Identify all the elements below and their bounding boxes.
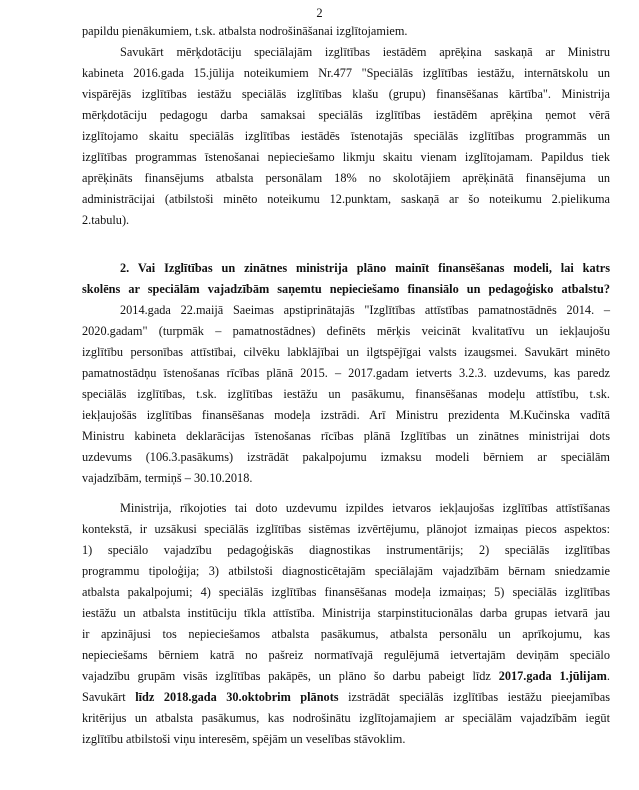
text-line: pamatnostādņu īstenošanas rīcības plānā 2015. – 2017.gadam ietverts 3.2.3. uzdevums, kas paredz: [82, 366, 610, 380]
text-line: 1) speciālo vajadzību pedagoģiskās diagnostikas instrumentārijs; 2) speciālās izglītības: [82, 543, 610, 557]
text-line: 2014.gada 22.maijā Saeimas apstiprinātajās "Izglītības attīstības pamatnostādnēs 2014. –: [120, 303, 610, 317]
question-heading: [82, 258, 610, 300]
text-line: izglītību atbilstoši viņu interesēm, spējām un veselības stāvoklim.: [82, 732, 406, 746]
text-line: uzdevums (106.3.pasākums) izstrādāt pakalpojumu izmaksu modeli bērniem ar speciālām: [82, 450, 610, 464]
text-line: iestāžu un atbalsta institūciju tīkla attīstība. Ministrija starpinstitucionālas darba grupas ietvarā jau: [82, 606, 610, 620]
text-line: vajadzību grupām visās izglītības pakāpēs, un plāno šo darbu pabeigt līdz 2017.gada 1.jūlijam.: [82, 669, 610, 683]
text-line: aprēķināts finansējums atbalsta personālam 18% no skolotājiem aprēķinātā finansējuma un: [82, 171, 610, 185]
document-body: [82, 21, 610, 750]
paragraph-2: [82, 42, 610, 231]
text-line: 2.tabulu).: [82, 213, 130, 227]
page-number: 2: [316, 6, 323, 20]
text-line: izglītības programmas īstenošanai nepieciešamo likmju skaitu vienam izglītojamam. Papildus tiek: [82, 150, 610, 164]
text-line: Savukārt mērķdotāciju speciālajām izglītības iestādēm aprēķina saskaņā ar Ministru: [120, 45, 610, 59]
text-line: vispārējās izglītības iestāžu speciālās izglītības klašu (grupu) finansēšanas kārtība". Ministrija: [82, 87, 610, 101]
text-line: papildu pienākumiem, t.sk. atbalsta nodrošināšanai izglītojamiem.: [82, 24, 408, 38]
text-line: vajadzībām, termiņš – 30.10.2018.: [82, 471, 253, 485]
deadline-highlight: līdz 2018.gada 30.oktobrim plānots: [135, 690, 339, 704]
text-line: Ministru kabineta deklarācijas īstenošanas rīcības plānā Izglītības un zinātnes ministrijai dots: [82, 429, 610, 443]
text-line: izglītojamo skaitu speciālās izglītības iestādēs īstenotajās speciālās izglītības programmās un: [82, 129, 610, 143]
text-line: atbalsta pakalpojumi; 4) speciālās izglītības finansēšanas modeļa izmaiņas; 5) speciālās izglītības: [82, 585, 610, 599]
text-line: 2020.gadam" (turpmāk – pamatnostādnes) definēts mērķis veicināt kvalitatīvu un iekļaujošu: [82, 324, 610, 338]
text-line: programmu tipoloģija; 3) atbilstoši diagnosticētajām speciālajām vajadzībām bērnam sniedzamie: [82, 564, 610, 578]
text-line: Savukārt līdz 2018.gada 30.oktobrim plānots izstrādāt speciālās izglītības iestāžu pieejamības: [82, 690, 610, 704]
text-line: 2. Vai Izglītības un zinātnes ministrija plāno mainīt finansēšanas modeli, lai katrs: [120, 261, 610, 275]
paragraph-1: [82, 21, 610, 42]
text-line: iekļaujošās izglītības finansēšanas modeļa izstrādi. Arī Ministru prezidenta M.Kučinska vadītā: [82, 408, 610, 422]
text-line: administrācijai (atbilstoši minēto noteikumu 12.punktam, saskaņā ar šo noteikumu 2.pielikuma: [82, 192, 610, 206]
text-line: skolēns ar speciālām vajadzībām saņemtu nepieciešamo finansiālo un pedagoģisko atbalstu?: [82, 282, 610, 296]
text-line: Ministrija, rīkojoties tai doto uzdevumu izpildes ietvaros iekļaujošas izglītības attīstīšanas: [120, 501, 610, 515]
text-line: mērķdotāciju pedagogu darba samaksai speciālās izglītības iestādēm aprēķina ņemot vērā: [82, 108, 610, 122]
paragraph-4: [82, 498, 610, 750]
paragraph-3: [82, 300, 610, 489]
text-line: speciālās izglītības, t.sk. izglītības iestāžu un pasākumu, finansēšanas modeļu attīstību, t.sk.: [82, 387, 610, 401]
text-line: nepieciešams bērniem katrā no pašreiz normatīvajā regulējumā ietvertajām deviņām speciālo: [82, 648, 610, 662]
text-line: izglītību personības attīstībai, cilvēku labklājībai un ilgtspējīgai valsts izaugsmei. Savukārt minēto: [82, 345, 610, 359]
text-line: kontekstā, ir uzsākusi speciālās izglītības sistēmas izvērtējumu, plānojot izmaiņas piecos aspektos:: [82, 522, 610, 536]
deadline-highlight: 2017.gada 1.jūlijam: [498, 669, 607, 683]
text-line: ir apzinājusi tos nepieciešamos atbalsta pasākumus, atbalsta personālu un aprīkojumu, kas: [82, 627, 610, 641]
text-line: kritērijus un atbalsta pasākumus, kas nodrošinātu izglītojamajiem ar speciālām vajadzībām iegūt: [82, 711, 610, 725]
text-line: kabineta 2016.gada 15.jūlija noteikumiem Nr.477 "Speciālās izglītības iestāžu, internātskolu un: [82, 66, 610, 80]
